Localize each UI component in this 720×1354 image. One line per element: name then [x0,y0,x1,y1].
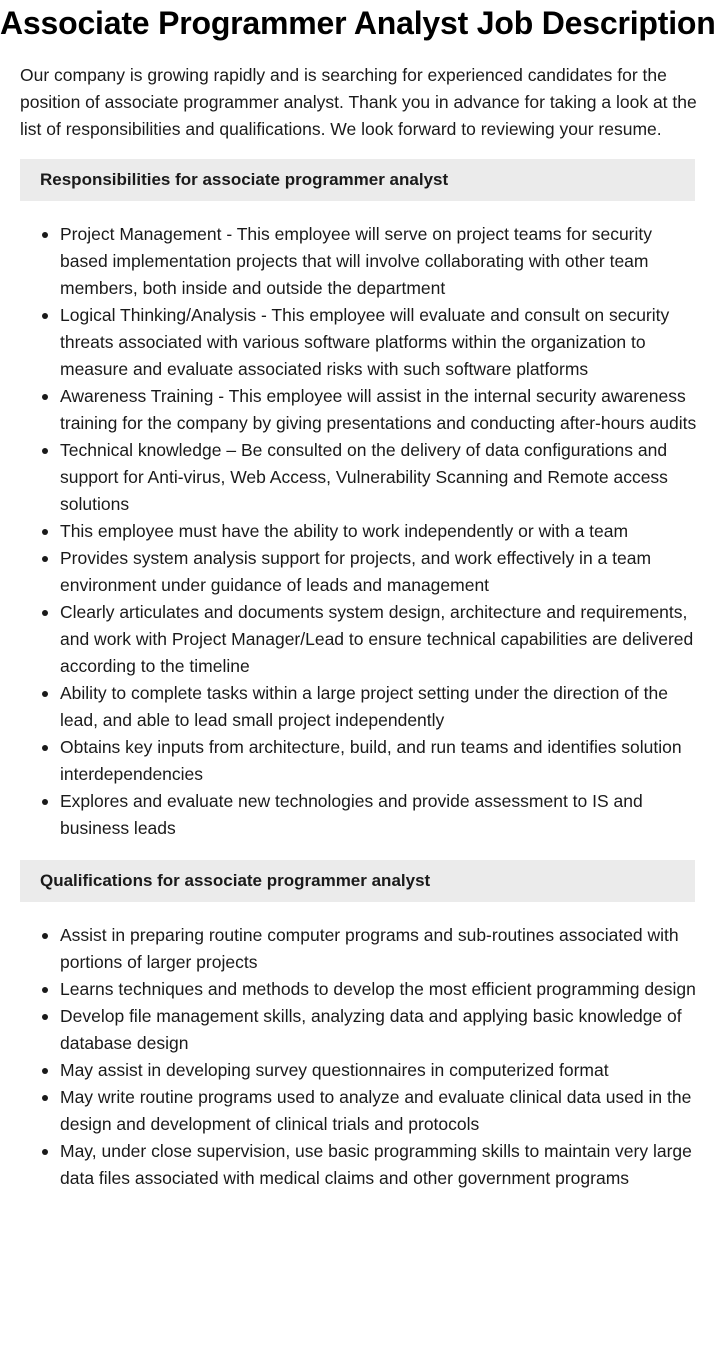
responsibilities-list [20,221,700,842]
list-item: Develop file management skills, analyzing data and applying basic knowledge of database design [60,1003,700,1057]
list-item: Obtains key inputs from architecture, build, and run teams and identifies solution interdependencies [60,734,700,788]
list-item: May, under close supervision, use basic programming skills to maintain very large data files associated with medical claims and other government programs [60,1138,700,1192]
list-item: Explores and evaluate new technologies and provide assessment to IS and business leads [60,788,700,842]
list-item: This employee must have the ability to work independently or with a team [60,518,700,545]
list-item: Technical knowledge – Be consulted on the delivery of data configurations and support for Anti-virus, Web Access, Vulnerability Scanning and Remote access solutions [60,437,700,518]
list-item: Logical Thinking/Analysis - This employee will evaluate and consult on security threats associated with various software platforms within the organization to measure and evaluate associated risks with such software platforms [60,302,700,383]
list-item: Project Management - This employee will serve on project teams for security based implementation projects that will involve collaborating with other team members, both inside and outside the department [60,221,700,302]
list-item: Awareness Training - This employee will assist in the internal security awareness training for the company by giving presentations and conducting after-hours audits [60,383,700,437]
qualifications-heading: Qualifications for associate programmer analyst [20,860,695,902]
list-item: May write routine programs used to analyze and evaluate clinical data used in the design and development of clinical trials and protocols [60,1084,700,1138]
list-item: May assist in developing survey questionnaires in computerized format [60,1057,700,1084]
page-title: Associate Programmer Analyst Job Description [0,5,716,41]
list-item: Ability to complete tasks within a large project setting under the direction of the lead, and able to lead small project independently [60,680,700,734]
intro-paragraph: Our company is growing rapidly and is searching for experienced candidates for the position of associate programmer analyst. Thank you in advance for taking a look at the list of responsibilities and qualifications. We look forward to reviewing your resume. [20,65,697,139]
qualifications-list [20,922,700,1192]
list-item: Assist in preparing routine computer programs and sub-routines associated with portions of larger projects [60,922,700,976]
responsibilities-heading: Responsibilities for associate programmer analyst [20,159,695,201]
list-item: Clearly articulates and documents system design, architecture and requirements, and work with Project Manager/Lead to ensure technical capabilities are delivered according to the timeline [60,599,700,680]
list-item: Provides system analysis support for projects, and work effectively in a team environment under guidance of leads and management [60,545,700,599]
list-item: Learns techniques and methods to develop the most efficient programming design [60,976,700,1003]
